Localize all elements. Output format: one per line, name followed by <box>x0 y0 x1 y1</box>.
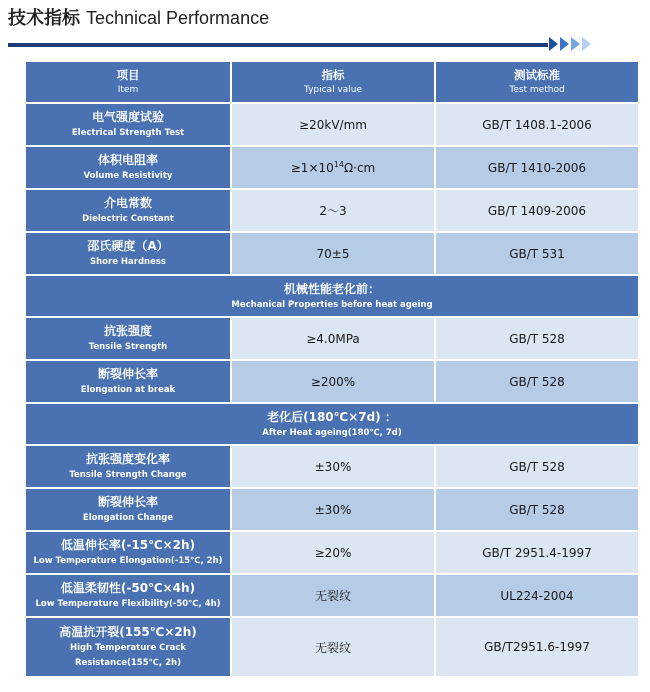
row-method: GB/T 1408.1-2006 <box>436 104 638 145</box>
row-value: ≥200% <box>232 361 434 402</box>
table-row <box>26 532 638 573</box>
title-cn: 技术指标 <box>8 8 80 29</box>
table-row <box>26 233 638 274</box>
section-row <box>26 276 638 316</box>
row-method: GB/T 2951.4-1997 <box>436 532 638 573</box>
section-heading-after-ageing: 老化后(180℃×7d) ： After Heat ageing(180℃, 7d) <box>26 404 638 444</box>
row-value: ±30% <box>232 446 434 487</box>
column-header-method: 测试标准 Test method <box>436 62 638 102</box>
row-label: 体积电阻率 Volume Resistivity <box>26 147 230 188</box>
table-row <box>26 489 638 530</box>
row-value: 无裂纹 <box>232 575 434 616</box>
row-method: GB/T 528 <box>436 446 638 487</box>
row-method: GB/T 531 <box>436 233 638 274</box>
chevron-arrows-icon <box>549 37 593 53</box>
row-label: 断裂伸长率 Elongation at break <box>26 361 230 402</box>
row-label: 高温抗开裂(155℃×2h) High Temperature Crack Resistance(155℃, 2h) <box>26 618 230 676</box>
table-header-row <box>26 62 638 102</box>
section-row <box>26 404 638 444</box>
row-method: UL224-2004 <box>436 575 638 616</box>
page-title <box>8 6 269 31</box>
column-header-value: 指标 Typical value <box>232 62 434 102</box>
section-heading-before-ageing: 机械性能老化前： Mechanical Properties before heat ageing <box>26 276 638 316</box>
row-value: ≥4.0MPa <box>232 318 434 359</box>
row-method: GB/T 1410-2006 <box>436 147 638 188</box>
row-value: ±30% <box>232 489 434 530</box>
row-method: GB/T 528 <box>436 361 638 402</box>
row-value: 无裂纹 <box>232 618 434 676</box>
row-method: GB/T2951.6-1997 <box>436 618 638 676</box>
row-value: 70±5 <box>232 233 434 274</box>
table-row <box>26 147 638 188</box>
performance-table <box>24 60 640 678</box>
row-label: 抗张强度变化率 Tensile Strength Change <box>26 446 230 487</box>
row-label: 抗张强度 Tensile Strength <box>26 318 230 359</box>
row-value: ≥20% <box>232 532 434 573</box>
header-rule <box>8 43 548 47</box>
row-method: GB/T 528 <box>436 489 638 530</box>
row-label: 介电常数 Dielectric Constant <box>26 190 230 231</box>
row-label: 邵氏硬度（A） Shore Hardness <box>26 233 230 274</box>
row-label: 低温伸长率(-15℃×2h) Low Temperature Elongation(-15℃, 2h) <box>26 532 230 573</box>
table-row <box>26 446 638 487</box>
row-method: GB/T 1409-2006 <box>436 190 638 231</box>
row-value: 2～3 <box>232 190 434 231</box>
row-value: $\ge 1\times 10^{14}\Omega\cdot cm$ <box>232 147 434 188</box>
row-value: ≥20kV/mm <box>232 104 434 145</box>
table-row <box>26 318 638 359</box>
row-label: 低温柔韧性(-50℃×4h) Low Temperature Flexibility(-50℃, 4h) <box>26 575 230 616</box>
table-row <box>26 575 638 616</box>
table-row <box>26 618 638 676</box>
column-header-item: 项目 Item <box>26 62 230 102</box>
table-row <box>26 190 638 231</box>
table-row <box>26 104 638 145</box>
table-row <box>26 361 638 402</box>
title-en: Technical Performance <box>86 8 270 28</box>
row-label: 断裂伸长率 Elongation Change <box>26 489 230 530</box>
row-label: 电气强度试验 Electrical Strength Test <box>26 104 230 145</box>
row-method: GB/T 528 <box>436 318 638 359</box>
